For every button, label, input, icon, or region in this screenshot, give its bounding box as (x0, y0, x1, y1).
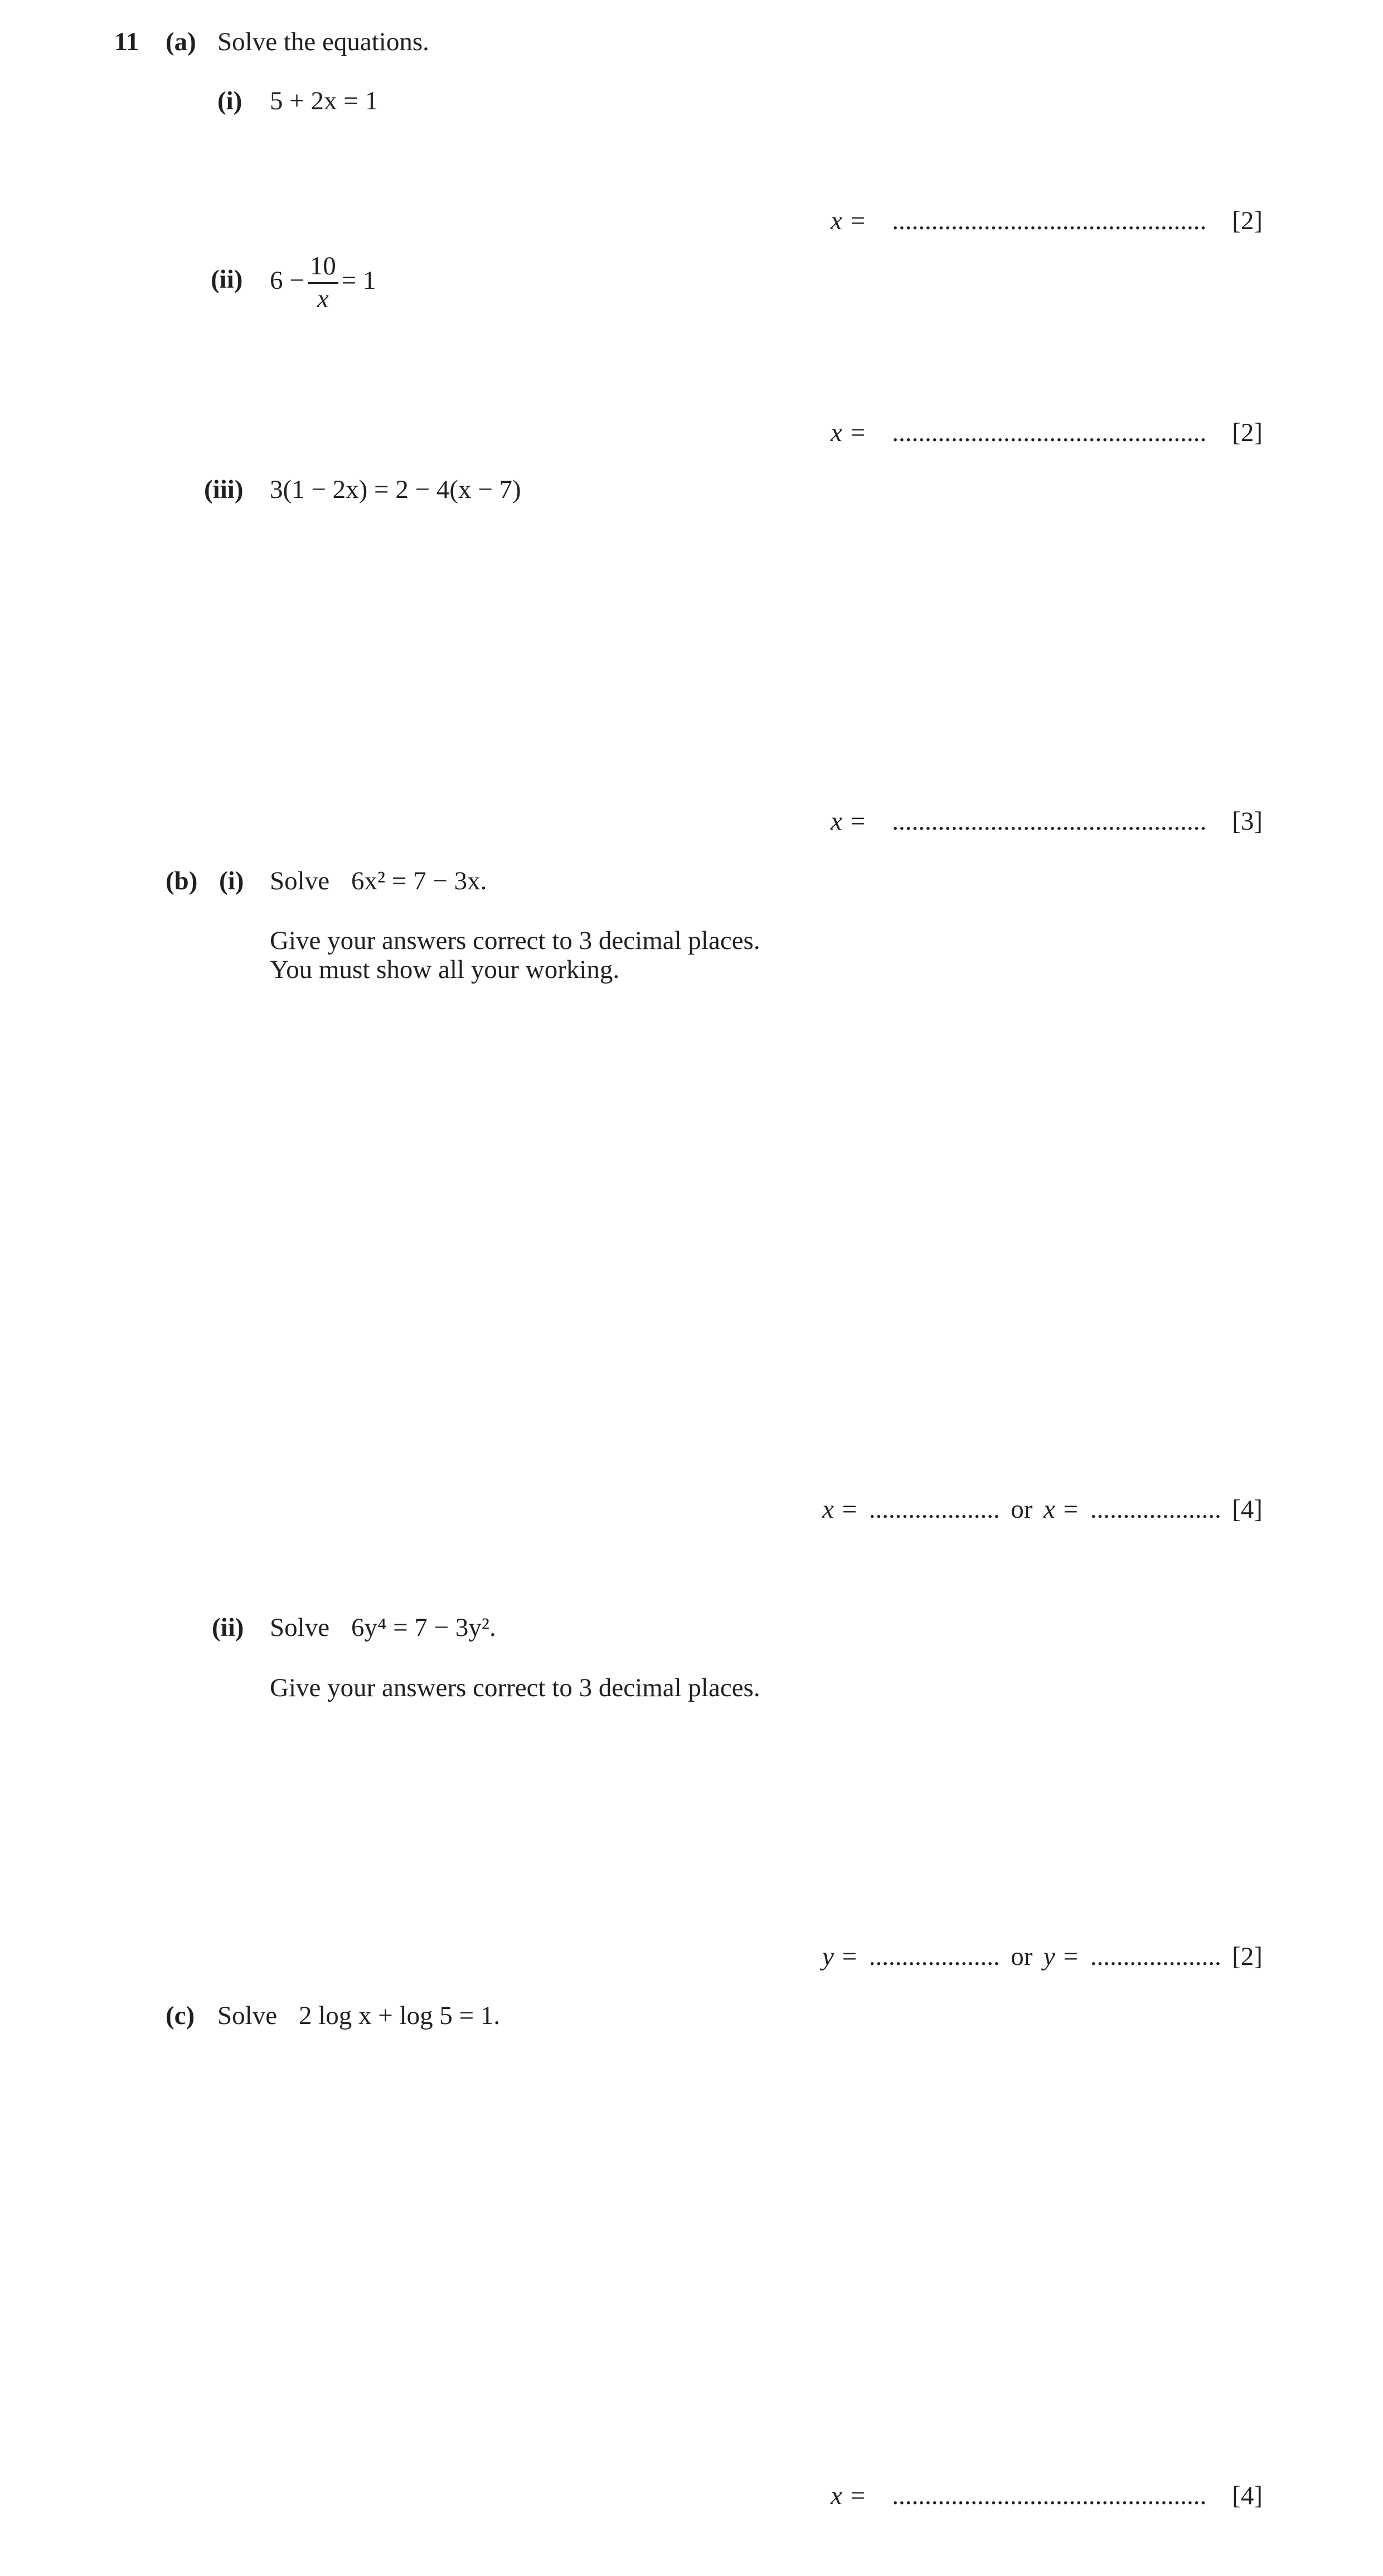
answer-dots[interactable]: ................................................ (892, 2481, 1207, 2510)
part-a-instruction: Solve the equations. (217, 27, 429, 56)
part-c-label: (c) (166, 2001, 195, 2030)
answer-dots-2[interactable]: .................... (1090, 1942, 1221, 1971)
or-word: or (1011, 1942, 1033, 1971)
answer-variable-2: y = (1043, 1942, 1080, 1971)
marks: [4] (1232, 2481, 1263, 2510)
part-c-equation: 2 log x + log 5 = 1. (299, 2001, 501, 2030)
answer-dots-2[interactable]: .................... (1090, 1495, 1221, 1524)
part-b-i-instruction-2: You must show all your working. (270, 955, 620, 984)
part-a-label: (a) (166, 27, 196, 56)
part-a-ii-label: (ii) (211, 265, 243, 294)
equation-lhs: 6 − (270, 265, 304, 295)
answer-variable: x = (831, 807, 867, 836)
answer-variable: x = (831, 418, 867, 447)
part-b-ii-equation: 6y⁴ = 7 − 3y². (351, 1613, 496, 1642)
part-a-ii-equation (270, 252, 376, 313)
part-c-solve-word: Solve (217, 2001, 278, 2030)
answer-dots[interactable]: ................................................ (892, 206, 1207, 235)
marks: [2] (1232, 206, 1263, 235)
fraction-numerator: 10 (308, 252, 338, 284)
part-b-i-instruction-1: Give your answers correct to 3 decimal places. (270, 926, 760, 955)
answer-dots-1[interactable]: .................... (868, 1495, 1000, 1524)
part-a-iii-equation: 3(1 − 2x) = 2 − 4(x − 7) (270, 475, 521, 504)
answer-variable-1: x = (822, 1495, 858, 1524)
part-a-iii-answer-line[interactable] (831, 808, 1263, 835)
part-b-i-solve-word: Solve (270, 866, 330, 895)
marks: [2] (1232, 418, 1263, 447)
part-b-i-answer-line[interactable] (822, 1497, 1263, 1523)
part-a-i-equation: 5 + 2x = 1 (270, 86, 378, 115)
marks: [3] (1232, 807, 1263, 836)
or-word: or (1011, 1495, 1033, 1524)
part-a-i-label: (i) (217, 86, 242, 115)
answer-dots-1[interactable]: .................... (868, 1942, 1000, 1971)
marks: [4] (1232, 1495, 1263, 1524)
part-b-ii-solve-word: Solve (270, 1613, 330, 1642)
part-b-ii-answer-line[interactable] (822, 1944, 1263, 1970)
fraction (308, 252, 338, 313)
part-a-ii-answer-line[interactable] (831, 420, 1263, 446)
part-a-i-answer-line[interactable] (831, 208, 1263, 234)
equation-rhs: = 1 (341, 265, 376, 295)
answer-variable: x = (831, 206, 867, 235)
answer-dots[interactable]: ................................................ (892, 807, 1207, 836)
part-b-i-equation: 6x² = 7 − 3x. (351, 866, 487, 895)
question-number: 11 (114, 27, 139, 56)
part-c-answer-line[interactable] (831, 2483, 1263, 2509)
part-b-ii-instruction: Give your answers correct to 3 decimal places. (270, 1673, 760, 1702)
answer-variable: x = (831, 2481, 867, 2510)
part-b-label: (b) (166, 866, 198, 895)
part-b-ii-label: (ii) (212, 1613, 244, 1642)
answer-variable-1: y = (822, 1942, 858, 1971)
marks: [2] (1232, 1942, 1263, 1971)
answer-dots[interactable]: ................................................ (892, 418, 1207, 447)
answer-variable-2: x = (1043, 1495, 1080, 1524)
fraction-denominator: x (317, 284, 329, 313)
part-a-iii-label: (iii) (204, 475, 244, 504)
part-b-i-label: (i) (219, 866, 244, 895)
